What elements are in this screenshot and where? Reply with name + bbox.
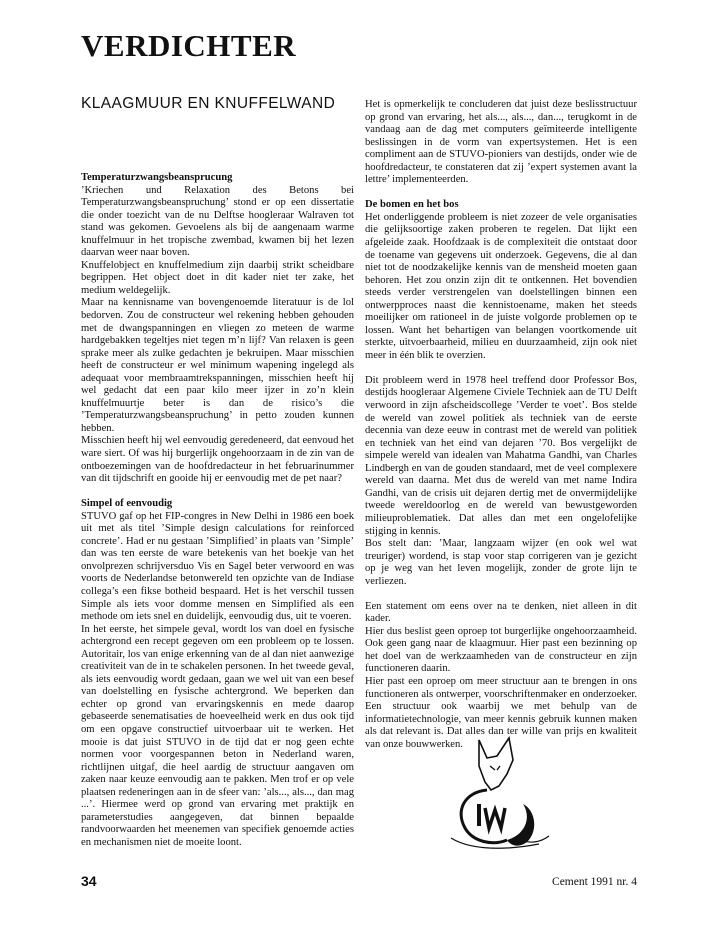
paragraph: Knuffelobject en knuffelmedium zijn daarbij strikt scheidbare begrippen. Het object doet in dit kader niet ter zake, het medium weldegelijk. xyxy=(81,259,354,296)
paragraph: Misschien heeft hij wel eenvoudig geredeneerd, dat eenvoud het ware siert. Of was hij burgerlijk ongehoorzaam in de zin van de ontboezemingen van de hoofdredacteur in het februarinummer van dit tijdschrift en gooide hij er eenvoudig met de pet naar? xyxy=(81,435,354,485)
spacer xyxy=(365,588,637,601)
page-number: 34 xyxy=(81,873,97,889)
fox-tail xyxy=(507,804,534,846)
fox-body xyxy=(461,790,507,843)
paragraph: In het eerste, het simpele geval, wordt los van doel en fysische achtergrond een recept gegeven om een probleem op te lossen. Autoritair, los van enige erkenning van de al dan niet aanwezige creativiteit van de in te schakelen personen. In het tweede geval, als iets eenvoudig wordt gedaan, gaan we wel uit van een besef van doelstelling en fysische achtergrond. We beperken dan echter op grond van ervaringskennis en mede daarop gebaseerde senematisaties de hoeveelheid werk en dus ook tijd om een opgave constructief uitvoerbaar uit te werken. Het mooie is dat juist STUVO in de tijd dat er nog geen echte normen voor voorgespannen beton in Nederland waren, richtlijnen uitgaf, die heel aardig de structuur aangaven om zaken naar keuze eenvoudig aan te pakken. Men trof er op vele plaatsen redeneringen aan in de sfeer van: ’als..., als..., dan mag ...’. Hiermee werd op grond van ervaring met praktijk en parameterstudies aangegeven, dat binnen bepaalde randvoorwaarden het meenemen van specifiek genoemde acties en mechanismen niet de moeite loont. xyxy=(81,623,354,848)
fox-head xyxy=(479,738,513,790)
spacer xyxy=(81,486,354,499)
spacer xyxy=(365,187,637,200)
fox-illustration xyxy=(427,730,565,852)
paragraph: Bos stelt dan: ’Maar, langzaam wijzer (en ook wel wat treuriger) wordend, is stap voor stap corrigeren van je gezicht op je weg van het leven mogelijk, zonder de grote lijn te verliezen. xyxy=(365,538,637,587)
section-heading: De bomen en het bos xyxy=(365,199,459,211)
column-title: VERDICHTER xyxy=(81,28,297,63)
paragraph: Een statement om eens over na te denken, niet alleen in dit kader. xyxy=(365,600,637,625)
paragraph: Het onderliggende probleem is niet zozeer de vele organisaties die gelijksoortige zaken proberen te regelen. Dat lijkt een afgeleide zaak. Hoofdzaak is de complexiteit die ontstaat door de toename van gegevens uit onderzoek. Gegevens, die al dan niet tot de noodzakelijke kennis van de mensheid moeten gaan behoren. Het zou onzin zijn dit te ontkennen. Het bovendien steeds verder verstrengelen van doelstellingen binnen een ontwerpproces naast die kennistoename, maken het steeds moeilijker om rationeel in de juiste volgorde problemen op te lossen. Want het behartigen van belangen voortkomende uit sterkte, uitvoerbaarheid, milieu en duurzaamheid, zijn ook niet meer in één blik te overzien. xyxy=(365,211,637,361)
paragraph: Hier dus beslist geen oproep tot burgerlijke ongehoorzaamheid. Ook geen gang naar de klaagmuur. Hier past een bezinning op het doel van de werkzaamheden van de constructeur en zijn functioneren daarin. xyxy=(365,625,637,675)
section-heading: Temperaturzwangsbeansprucung xyxy=(81,172,233,183)
article-title: KLAAGMUUR EN KNUFFELWAND xyxy=(81,95,336,112)
paragraph: ’Kriechen und Relaxation des Betons bei Temperaturzwangsbeanspruchung’ stond er op een dissertatie die onder toezicht van de nu Delftse hoogleraar Walraven tot stand was gekomen. Gevoelens als bij de aangenaam warme knuffelmuur in het tropische zwembad, kwamen bij het lezen daarvan weer naar boven. xyxy=(81,184,354,259)
paragraph: STUVO gaf op het FIP-congres in New Delhi in 1986 een boek uit met als titel ’Simple design calculations for reinforced concrete’. Had er nu gestaan ’Simplified’ in plaats van ’Simple’ dan was ten eerste de ware betekenis van het boekje van het onvolprezen schrijversduo Vis en Sagel beter verwoord en was voorts de Nederlandse betonwereld ten opzichte van de Indiase collega’s een fikse botheid bespaard. Het is het verschil tussen Simple als iets voor domme mensen en Simplified als een methode om iets snel en duidelijk, eenvoudig dus, uit te voeren. xyxy=(81,510,354,623)
publication-source: Cement 1991 nr. 4 xyxy=(552,876,637,888)
paragraph: Het is opmerkelijk te concluderen dat juist deze beslisstructuur op grond van ervaring, het als..., als..., dan..., terugkomt in de vandaag aan de dag met computers geïmiteerde intelligente beslissingen in de vorm van expertsystemen. Het is een compliment aan de STUVO-pioniers van destijds, onder wie de hoofdredacteur, te constateren dat zij ’expert systemen avant la lettre’ implementeerden. xyxy=(365,99,637,186)
right-column xyxy=(365,99,637,751)
paragraph: Hier past een oproep om meer structuur aan te brengen in ons functioneren als ontwerper, voorschriftenmaker en onderzoeker. Een structuur ook waarbij we met behulp van de informatietechnologie, van meer kennis gebruik kunnen maken als dat relevant is. Dat alles dan ter wille van prijs en kwaliteit van onze bouwwerken. xyxy=(365,676,637,750)
section-heading: Simpel of eenvoudig xyxy=(81,498,173,510)
left-column xyxy=(81,172,354,849)
paragraph: Maar na kennisname van bovengenoemde literatuur is de lol bedorven. Zou de constructeur wel rekening hebben gehouden met de dwangspanningen en vliegen zo meteen de warme hardgebakken tegeltjes niet tegen m’n lijf? Van relaxen is geen sprake meer als zulke gedachten je bekruipen. Maar misschien heeft de constructeur er wel minimum wapening ingelegd als adequaat voor membraamtrekspanningen, misschien heeft hij wel gedacht dat een paar kilo meer ijzer in zo’n klein knuffelmuurtje beter is dan de risico’s die ’Temperaturzwangsbeanspruchung’ in petto zouden kunnen hebben. xyxy=(81,297,354,434)
spacer xyxy=(365,362,637,375)
paragraph: Dit probleem werd in 1978 heel treffend door Professor Bos, destijds hoogleraar Algemene Civiele Techniek aan de TU Delft verwoord in zijn afscheidscollege ’Verder te voet’. Bos stelde de wereld van zowel politiek als techniek van de eerste decennia van deze eeuw in contrast met de wereld van politiek en techniek van het eind van dejaren ’70. Bos vergelijkt de simpele wereld van idealen van Mahatma Gandhi, van Charles Lindbergh en van de gouden standaard, met de veel complexere wereld van daarna. Met dus de wereld van met name Indira Gandhi, van de crisis uit dejaren dertig met de onvermijdelijke tweede wereldoorlog en de wereld van bewustgeworden milieuproblematiek. Dat alles dan met een ongelofelijke stijging in kennis. xyxy=(365,374,637,537)
